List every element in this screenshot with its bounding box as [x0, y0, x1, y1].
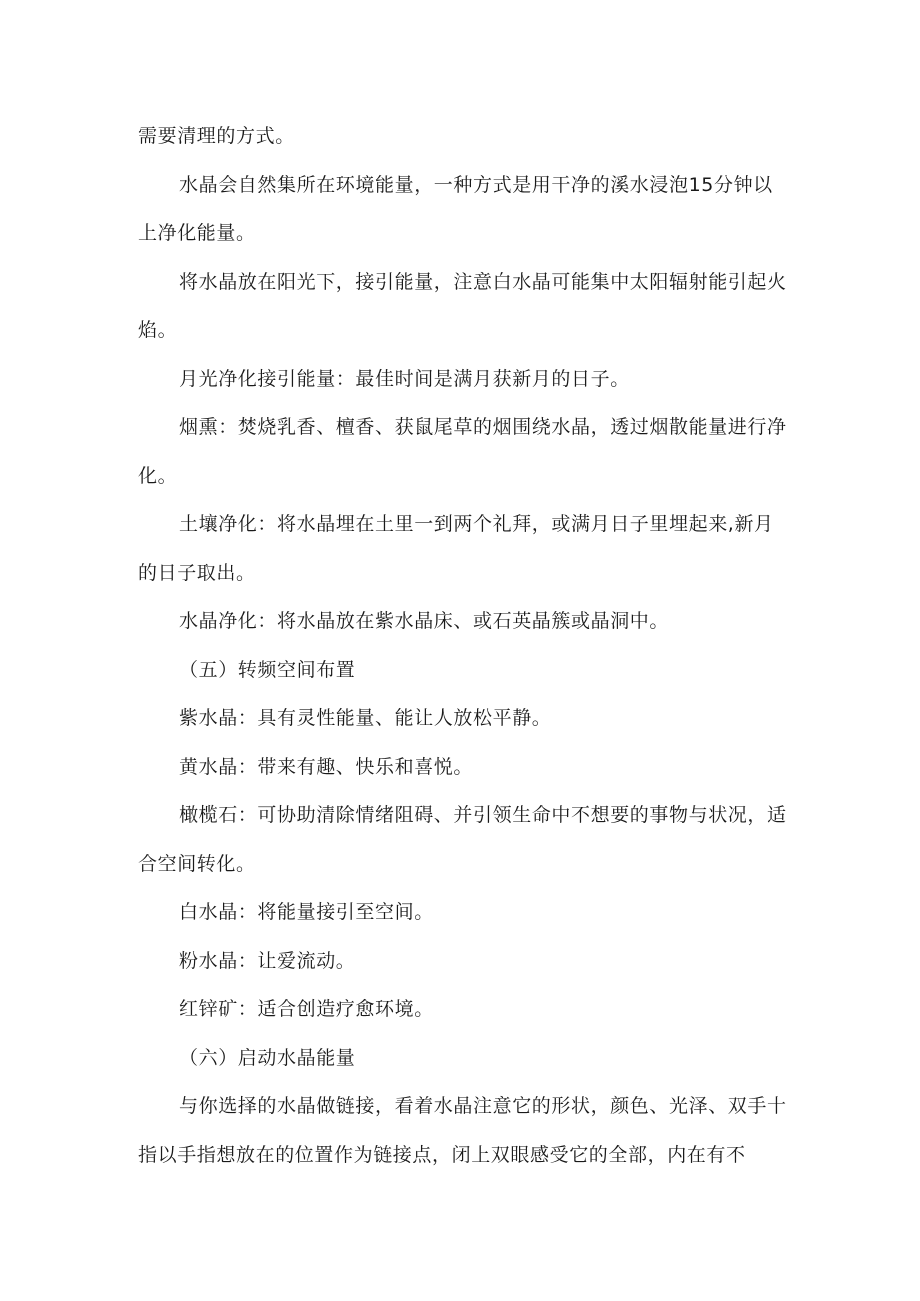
paragraph: 与你选择的水晶做链接，看着水晶注意它的形状，颜色、光泽、双手十指以手指想放在的位置作为链接点，闭上双眼感受它的全部，内在有不: [138, 1095, 787, 1166]
paragraph: 红锌矿：适合创造疗愈环境。: [179, 998, 434, 1020]
paragraph: 需要清理的方式。: [138, 125, 295, 147]
paragraph: 土壤净化：将水晶埋在土里一到两个礼拜，或满月日子里埋起来,新月的日子取出。: [138, 513, 774, 584]
paragraph: 将水晶放在阳光下，接引能量，注意白水晶可能集中太阳辐射能引起火焰。: [138, 270, 787, 341]
paragraph: 粉水晶：让爱流动。: [179, 949, 356, 972]
section-heading: （五）转频空间布置: [179, 658, 356, 681]
document-body: [138, 112, 788, 1179]
paragraph: 白水晶：将能量接引至空间。: [179, 901, 434, 923]
paragraph: 月光净化接引能量：最佳时间是满月获新月的日子。: [179, 367, 630, 390]
paragraph: 水晶会自然集所在环境能量，一种方式是用干净的溪水浸泡15分钟以上净化能量。: [138, 173, 773, 244]
paragraph: 水晶净化：将水晶放在紫水晶床、或石英晶簇或晶洞中。: [179, 610, 670, 632]
paragraph: 橄榄石：可协助清除情绪阻碍、并引领生命中不想要的事物与状况，适合空间转化。: [138, 804, 787, 875]
paragraph: 烟熏：焚烧乳香、檀香、获鼠尾草的烟围绕水晶，透过烟散能量进行净化。: [138, 416, 787, 487]
paragraph: 黄水晶：带来有趣、快乐和喜悦。: [179, 755, 474, 778]
section-heading: （六）启动水晶能量: [179, 1046, 356, 1069]
paragraph: 紫水晶：具有灵性能量、能让人放松平静。: [179, 707, 552, 729]
